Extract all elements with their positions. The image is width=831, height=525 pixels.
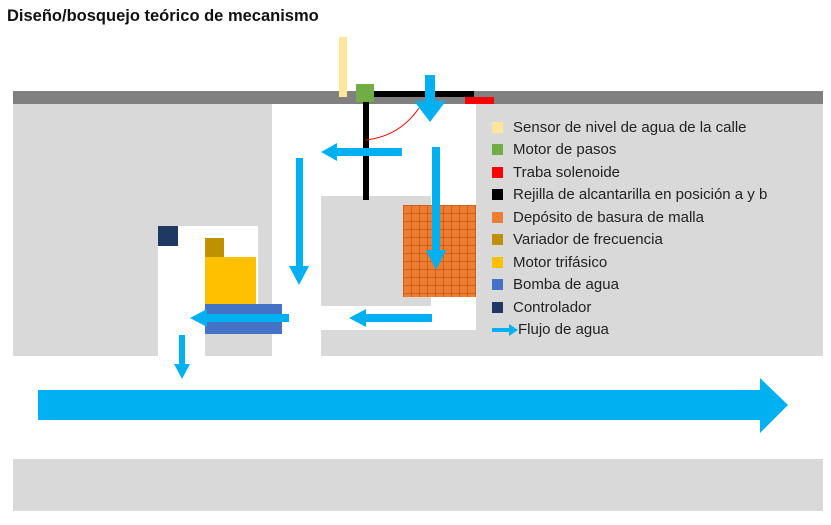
square-swatch-icon [492, 279, 503, 290]
square-swatch-icon [492, 167, 503, 178]
legend-label: Variador de frecuencia [513, 231, 663, 248]
legend-item-grate [492, 184, 767, 206]
legend-label: Controlador [513, 298, 592, 316]
square-swatch-icon [492, 234, 503, 245]
legend-label: Flujo de agua [518, 321, 609, 338]
square-swatch-icon [492, 189, 503, 200]
stepper-motor [356, 84, 374, 102]
square-swatch-icon [492, 122, 503, 133]
legend-item-mesh-basket [492, 206, 704, 228]
sidewalk-bottom [13, 459, 823, 511]
grate-swing-arc [366, 108, 419, 140]
controller [158, 226, 178, 246]
legend-label: Motor de pasos [513, 141, 617, 158]
square-swatch-icon [492, 302, 503, 313]
legend-label: Rejilla de alcantarilla en posición a y b [513, 186, 768, 203]
water-flow-arrow-left-top [321, 143, 402, 161]
legend-item-stepper-motor [492, 139, 616, 161]
legend-item-sensor [492, 116, 747, 138]
three-phase-motor [205, 257, 256, 304]
water-flow-arrow-main [38, 378, 788, 433]
diagram-title: Diseño/bosquejo teórico de mecanismo [7, 7, 319, 25]
legend-item-water-pump [492, 274, 619, 296]
square-swatch-icon [492, 144, 503, 155]
water-flow-arrow-left-bottom [349, 309, 432, 327]
legend-item-three-phase-motor [492, 251, 607, 273]
legend-label: Motor trifásico [513, 253, 608, 271]
legend-item-water-flow [492, 319, 609, 341]
legend-item-solenoid-lock [492, 161, 620, 183]
legend-item-controller [492, 296, 591, 318]
legend-label: Bomba de agua [513, 276, 619, 293]
water-flow-arrow-down-left [289, 158, 309, 285]
frequency-drive [205, 238, 224, 257]
solenoid-lock [465, 97, 494, 104]
legend-item-frequency-drive [492, 229, 663, 251]
square-swatch-icon [492, 212, 503, 223]
legend-label: Depósito de basura de malla [513, 208, 704, 226]
square-swatch-icon [492, 257, 503, 268]
arrow-icon [492, 324, 518, 336]
legend-label: Sensor de nivel de agua de la calle [513, 118, 747, 136]
street-water-level-sensor [339, 37, 347, 97]
grate-position-a [374, 91, 474, 97]
chamber-floor [321, 330, 476, 356]
legend-label: Traba solenoide [513, 163, 621, 181]
